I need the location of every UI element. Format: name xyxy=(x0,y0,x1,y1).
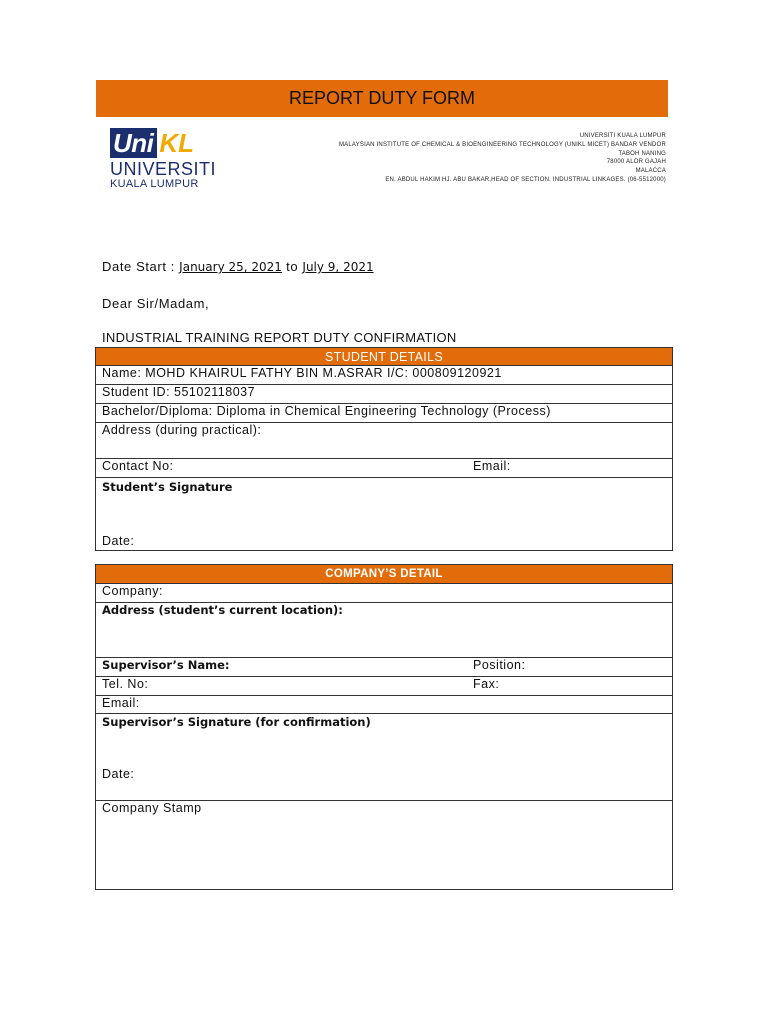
student-id-row: Student ID: 55102118037 xyxy=(96,385,673,404)
position-label: Position: xyxy=(473,658,526,672)
date-start-value: January 25, 2021 xyxy=(179,260,282,274)
greeting: Dear Sir/Madam, xyxy=(102,296,210,311)
student-email-field[interactable] xyxy=(473,459,511,473)
date-end-value: July 9, 2021 xyxy=(302,260,374,274)
student-date-label: Date: xyxy=(102,534,135,548)
confirmation-title: INDUSTRIAL TRAINING REPORT DUTY CONFIRMATION xyxy=(102,330,457,345)
student-signature-field[interactable] xyxy=(96,478,673,551)
company-date-label: Date: xyxy=(102,767,135,781)
company-details-table xyxy=(95,564,673,890)
company-name-field[interactable] xyxy=(96,584,673,603)
student-signature-label: Student’s Signature xyxy=(102,480,233,494)
logo-kuala-lumpur: KUALA LUMPUR xyxy=(110,178,199,190)
supervisor-name-label: Supervisor’s Name: xyxy=(102,658,230,672)
fax-label: Fax: xyxy=(473,677,500,691)
supervisor-name-field[interactable] xyxy=(102,658,473,672)
address-line: EN. ABDUL HAKIM HJ. ABU BAKAR,HEAD OF SECTION. INDUSTRIAL LINKAGES. (06-5512000) xyxy=(385,176,666,183)
form-title-banner xyxy=(96,80,668,117)
student-address-label: Address (during practical): xyxy=(102,423,262,437)
logo-uni: Uni xyxy=(110,128,157,158)
address-line: MALACCA xyxy=(635,168,666,175)
fax-field[interactable] xyxy=(473,677,499,691)
tel-label: Tel. No: xyxy=(102,677,149,691)
student-details-table xyxy=(95,347,673,551)
student-program-row: Bachelor/Diploma: Diploma in Chemical Engineering Technology (Process) xyxy=(96,404,673,423)
institution-address xyxy=(339,132,666,185)
date-to: to xyxy=(286,259,299,274)
logo-kl: KL xyxy=(159,128,195,158)
address-line: UNIVERSITI KUALA LUMPUR xyxy=(579,133,666,139)
company-address-field[interactable] xyxy=(96,603,673,658)
address-line: 78000 ALOR GAJAH xyxy=(606,159,666,166)
student-contact-label: Contact No: xyxy=(102,459,174,473)
company-stamp-label: Company Stamp xyxy=(102,801,202,815)
date-start-label: Date Start : xyxy=(102,259,175,274)
student-name-row: Name: MOHD KHAIRUL FATHY BIN M.ASRAR I/C: 000809120921 xyxy=(96,366,673,385)
address-line: MALAYSIAN INSTITUTE OF CHEMICAL & BIOENGINEERING TECHNOLOGY (UNIKL MICET) BANDAR VENDOR xyxy=(338,141,666,148)
company-email-label: Email: xyxy=(102,696,140,710)
company-stamp-field[interactable] xyxy=(96,801,673,890)
tel-field[interactable] xyxy=(102,677,473,691)
address-line: TABOH NANING xyxy=(618,150,666,157)
unikl-logo xyxy=(110,128,222,192)
date-range xyxy=(102,259,374,274)
company-name-label: Company: xyxy=(102,584,163,598)
company-details-header: COMPANY’S DETAIL xyxy=(96,565,673,584)
student-address-field[interactable] xyxy=(96,423,673,459)
form-title: REPORT DUTY FORM xyxy=(288,88,476,108)
company-email-field[interactable] xyxy=(96,696,673,714)
student-email-label: Email: xyxy=(473,459,511,473)
supervisor-signature-label: Supervisor’s Signature (for confirmation) xyxy=(102,715,371,729)
supervisor-signature-field[interactable] xyxy=(96,714,673,801)
student-details-header: STUDENT DETAILS xyxy=(96,348,673,366)
student-contact-field[interactable] xyxy=(102,459,473,473)
position-field[interactable] xyxy=(473,658,525,672)
company-address-label: Address (student’s current location): xyxy=(102,603,343,617)
logo-universiti: UNIVERSITI xyxy=(110,159,217,179)
